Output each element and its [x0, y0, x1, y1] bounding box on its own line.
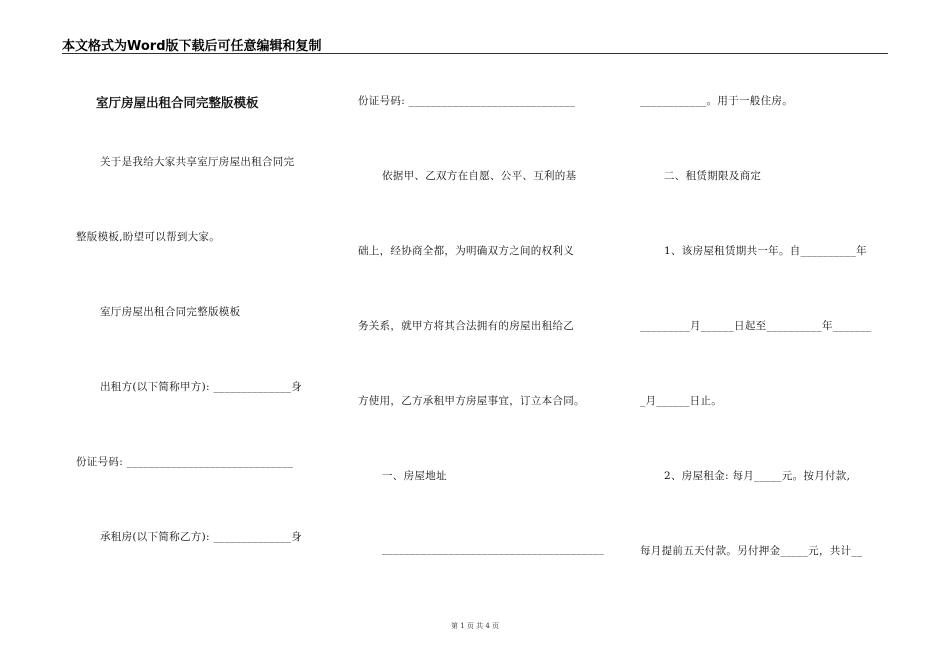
rent-line: 2、房屋租金: 每月_____元。按月付款, — [664, 470, 851, 482]
text-line: 务关系，就甲方将其合法拥有的房屋出租给乙 — [358, 320, 574, 332]
text-line: 础上，经协商全都，为明确双方之间的权利义 — [358, 245, 574, 257]
address-blank-line: ________________________________________ — [382, 543, 604, 555]
document-header — [62, 33, 888, 54]
text-line: 整版模板,盼望可以帮到大家。 — [76, 231, 221, 243]
text-line: _月______日止。 — [640, 395, 723, 407]
lessee-line: 承租房(以下简称乙方): ______________身 — [100, 531, 302, 543]
document-title: 室厅房屋出租合同完整版模板 — [96, 95, 259, 110]
id-number-line: 份证号码: ______________________________ — [76, 456, 294, 468]
text-line: ____________。用于一般住房。 — [640, 95, 793, 107]
deposit-line: 每月提前五天付款。另付押金_____元，共计__ — [640, 545, 863, 557]
text-line: 方使用，乙方承租甲方房屋事宜，订立本合同。 — [358, 395, 585, 407]
section-heading: 一、房屋地址 — [382, 470, 447, 482]
text-line: 依据甲、乙双方在自愿、公平、互利的基 — [382, 170, 577, 182]
id-number-line: 份证号码: ______________________________ — [358, 95, 576, 107]
lessor-line: 出租方(以下简称甲方): ______________身 — [100, 381, 302, 393]
text-line: 室厅房屋出租合同完整版模板 — [100, 306, 241, 318]
text-line: _________月______日起至__________年_______ — [640, 320, 872, 332]
text-line: 关于是我给大家共享室厅房屋出租合同完 — [100, 156, 295, 168]
header-banner: 本文格式为Word版下载后可任意编辑和复制 — [62, 39, 322, 54]
page-indicator: 第 1 页 共 4 页 — [450, 622, 500, 630]
text-line: 1、该房屋租赁期共一年。自__________年 — [664, 245, 867, 257]
section-heading: 二、租赁期限及商定 — [664, 170, 762, 182]
